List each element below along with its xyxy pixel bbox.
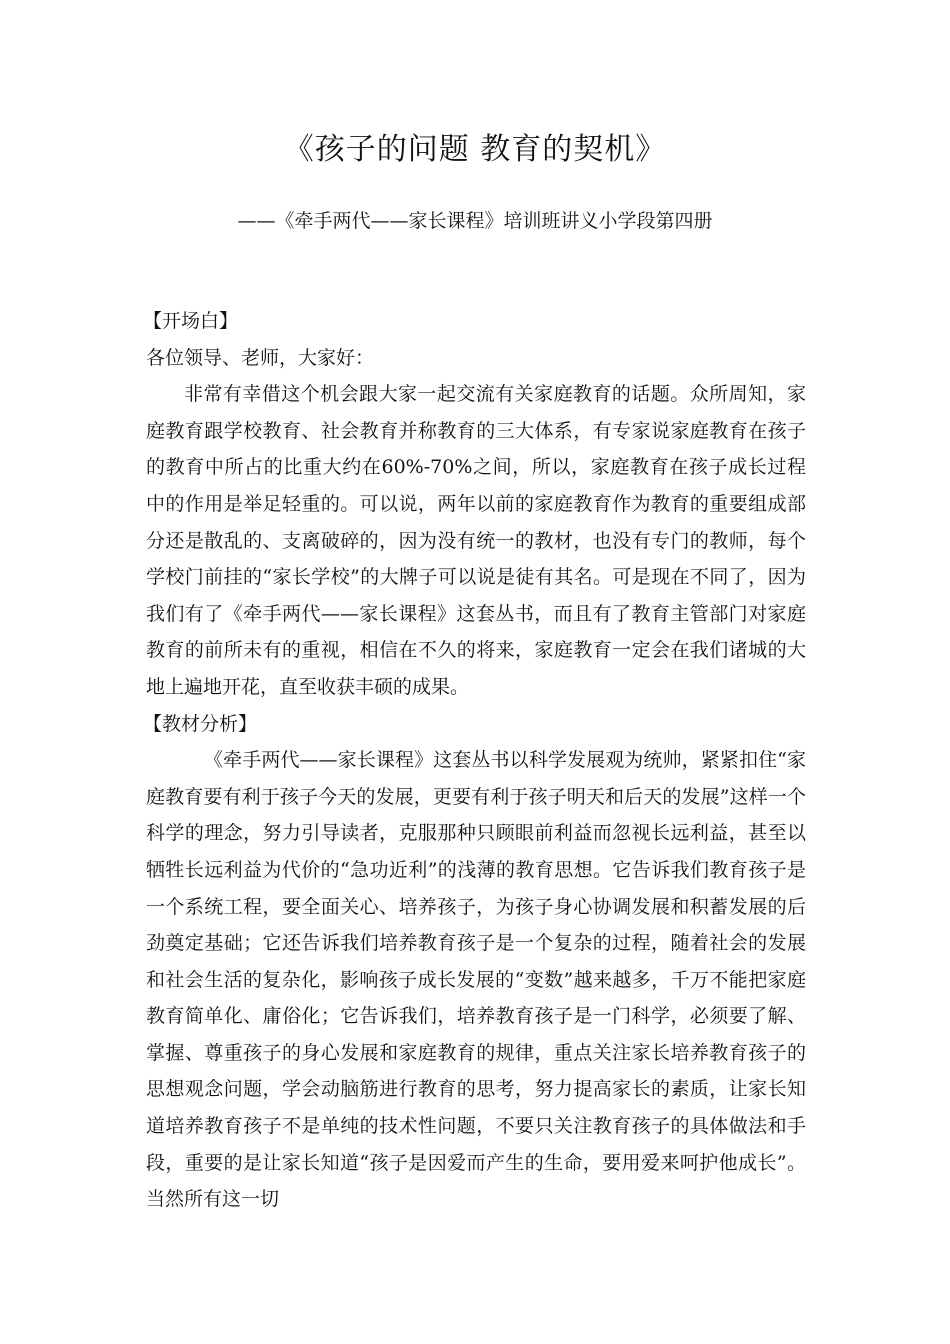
greeting-paragraph: 各位领导、老师，大家好： — [146, 346, 375, 369]
document-subtitle: ——《牵手两代——家长课程》培训班讲义小学段第四册 — [237, 210, 713, 232]
section-heading-analysis: 【教材分析】 — [143, 712, 258, 735]
section-heading-opening: 【开场白】 — [143, 310, 239, 332]
document-title: 《孩子的问题 教育的契机》 — [283, 132, 667, 167]
document-body — [143, 303, 806, 1218]
analysis-paragraph: 《牵手两代——家长课程》这套丛书以科学发展观为统帅，紧紧扣住“家庭教育要有利于孩子今天的发展，更要有利于孩子明天和后天的发展”这样一个科学的理念，努力引导读者，克服那种只顾眼前利益而忽视长远利益，甚至以牺牲长远利益为代价的“急功近利”的浅薄的教育思想。它告诉我们教育孩子是一个系统工程，要全面关心、培养孩子，为孩子身心协调发展和积蓄发展的后劲奠定基础；它还告诉我们培养教育孩子是一个复杂的过程，随着社会的发展和社会生活的复杂化，影响孩子成长发展的“变数”越来越多，千万不能把家庭教育简单化、庸俗化；它告诉我们，培养教育孩子是一门科学，必须要了解、掌握、尊重孩子的身心发展和家庭教育的规律，重点关注家长培养教育孩子的思想观念问题，学会动脑筋进行教育的思考，努力提高家长的素质，让家长知道培养教育孩子不是单纯的技术性问题，不要只关注教育孩子的具体做法和手段，重要的是让家长知道“孩子是因爱而产生的生命，要用爱来呵护他成长”。当然所有这一切 — [146, 749, 806, 1211]
opening-paragraph: 非常有幸借这个机会跟大家一起交流有关家庭教育的话题。众所周知，家庭教育跟学校教育、社会教育并称教育的三大体系，有专家说家庭教育在孩子的教育中所占的比重大约在60%-70%之间，所以，家庭教育在孩子成长过程中的作用是举足轻重的。可以说，两年以前的家庭教育作为教育的重要组成部分还是散乱的、支离破碎的，因为没有统一的教材，也没有专门的教师，每个学校门前挂的“家长学校”的大牌子可以说是徒有其名。可是现在不同了，因为我们有了《牵手两代——家长课程》这套丛书，而且有了教育主管部门对家庭教育的前所未有的重视，相信在不久的将来，家庭教育一定会在我们诸城的大地上遍地开花，直至收获丰硕的成果。 — [146, 383, 806, 698]
